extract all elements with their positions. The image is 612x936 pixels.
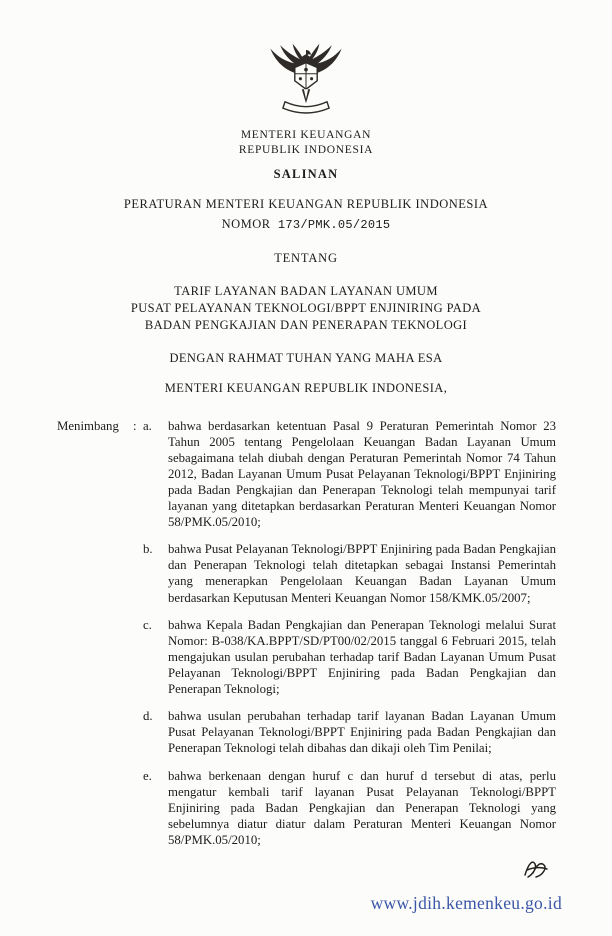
republic-name: REPUBLIK INDONESIA [238, 143, 374, 156]
paraf-initials-mark [522, 858, 550, 885]
regulation-title: PERATURAN MENTERI KEUANGAN REPUBLIK INDONESIA [123, 196, 489, 211]
subject-line: PUSAT PELAYANAN TEKNOLOGI/BPPT ENJINIRING PADA [130, 300, 482, 315]
item-text: bahwa Pusat Pelayanan Teknologi/BPPT Enjiniring pada Badan Pengkajian dan Penerapan Teknologi telah ditetapkan sebagai Instansi Pemerintah yang menerapkan Pengelolaan Keuangan Badan Layanan Umum berdasarkan Keputusan Menteri Keuangan Nomor 158/KMK.05/2007; [168, 542, 556, 605]
consideration-item [57, 541, 556, 605]
authority-line: MENTERI KEUANGAN REPUBLIK INDONESIA, [164, 380, 448, 395]
item-text: bahwa Kepala Badan Pengkajian dan Penerapan Teknologi melalui Surat Nomor: B-038/KA.BPPT/SD/PT00/02/2015 tanggal 6 Februari 2015, telah mengajukan usulan perubahan terhadap tarif Badan Layanan Umum Pusat Pelayanan Teknologi/BPPT Enjiniring pada Badan Pengkajian dan Penerapan Teknologi; [168, 617, 556, 697]
document-body [57, 418, 556, 849]
item-text: bahwa usulan perubahan terhadap tarif layanan Badan Layanan Umum Pusat Pelayanan Teknologi/BPPT Enjiniring pada Badan Pengkajian dan Penerapan Teknologi telah dibahas dan dikaji oleh Tim Penilai; [168, 709, 556, 756]
consideration-item [57, 617, 556, 698]
subject-line: BADAN PENGKAJIAN DAN PENERAPAN TEKNOLOGI [144, 317, 468, 332]
jdih-footer-link: www.jdih.kemenkeu.go.id [370, 893, 562, 913]
item-letter: a. [143, 418, 152, 433]
tentang-label: TENTANG [274, 250, 338, 265]
item-letter: d. [143, 709, 153, 724]
invocation-line: DENGAN RAHMAT TUHAN YANG MAHA ESA [169, 350, 443, 365]
nomor-value: 173/PMK.05/2015 [277, 217, 391, 232]
consideration-item [57, 768, 556, 849]
consideration-item [57, 708, 556, 756]
item-text: bahwa berdasarkan ketentuan Pasal 9 Peraturan Pemerintah Nomor 23 Tahun 2005 tentang Pengelolaan Keuangan Badan Layanan Umum sebagaimana telah diubah dengan Peraturan Pemerintah Nomor 74 Tahun 2012, Badan Layanan Umum Pusat Pelayanan Teknologi/BPPT Enjiniring pada Badan Pengkajian dan Penerapan Teknologi telah mempunyai tarif layanan yang ditetapkan berdasarkan Peraturan Menteri Keuangan Nomor 58/PMK.05/2010; [168, 418, 556, 530]
item-letter: e. [143, 768, 152, 783]
item-letter: b. [143, 542, 153, 557]
regulation-number-line [0, 217, 612, 232]
item-text: bahwa berkenaan dengan huruf c dan huruf d tersebut di atas, perlu mengatur kembali tarif layanan Pusat Pelayanan Teknologi/BPPT Enjiniring pada Badan Pengkajian dan Penerapan Teknologi yang sebelumnya diatur diatur dalam Peraturan Menteri Keuangan Nomor 58/PMK.05/2010; [168, 768, 556, 848]
item-letter: c. [143, 617, 152, 632]
subject-line: TARIF LAYANAN BADAN LAYANAN UMUM [174, 283, 438, 298]
nomor-label: NOMOR [221, 216, 271, 231]
colon: : [133, 418, 137, 433]
salinan-label: SALINAN [273, 166, 339, 181]
consideration-item [57, 418, 556, 531]
ministry-name: MENTERI KEUANGAN [240, 129, 372, 141]
garuda-emblem-icon [0, 34, 612, 122]
menimbang-label: Menimbang [57, 418, 119, 433]
document-header [0, 0, 612, 396]
regulation-subject [0, 283, 612, 334]
